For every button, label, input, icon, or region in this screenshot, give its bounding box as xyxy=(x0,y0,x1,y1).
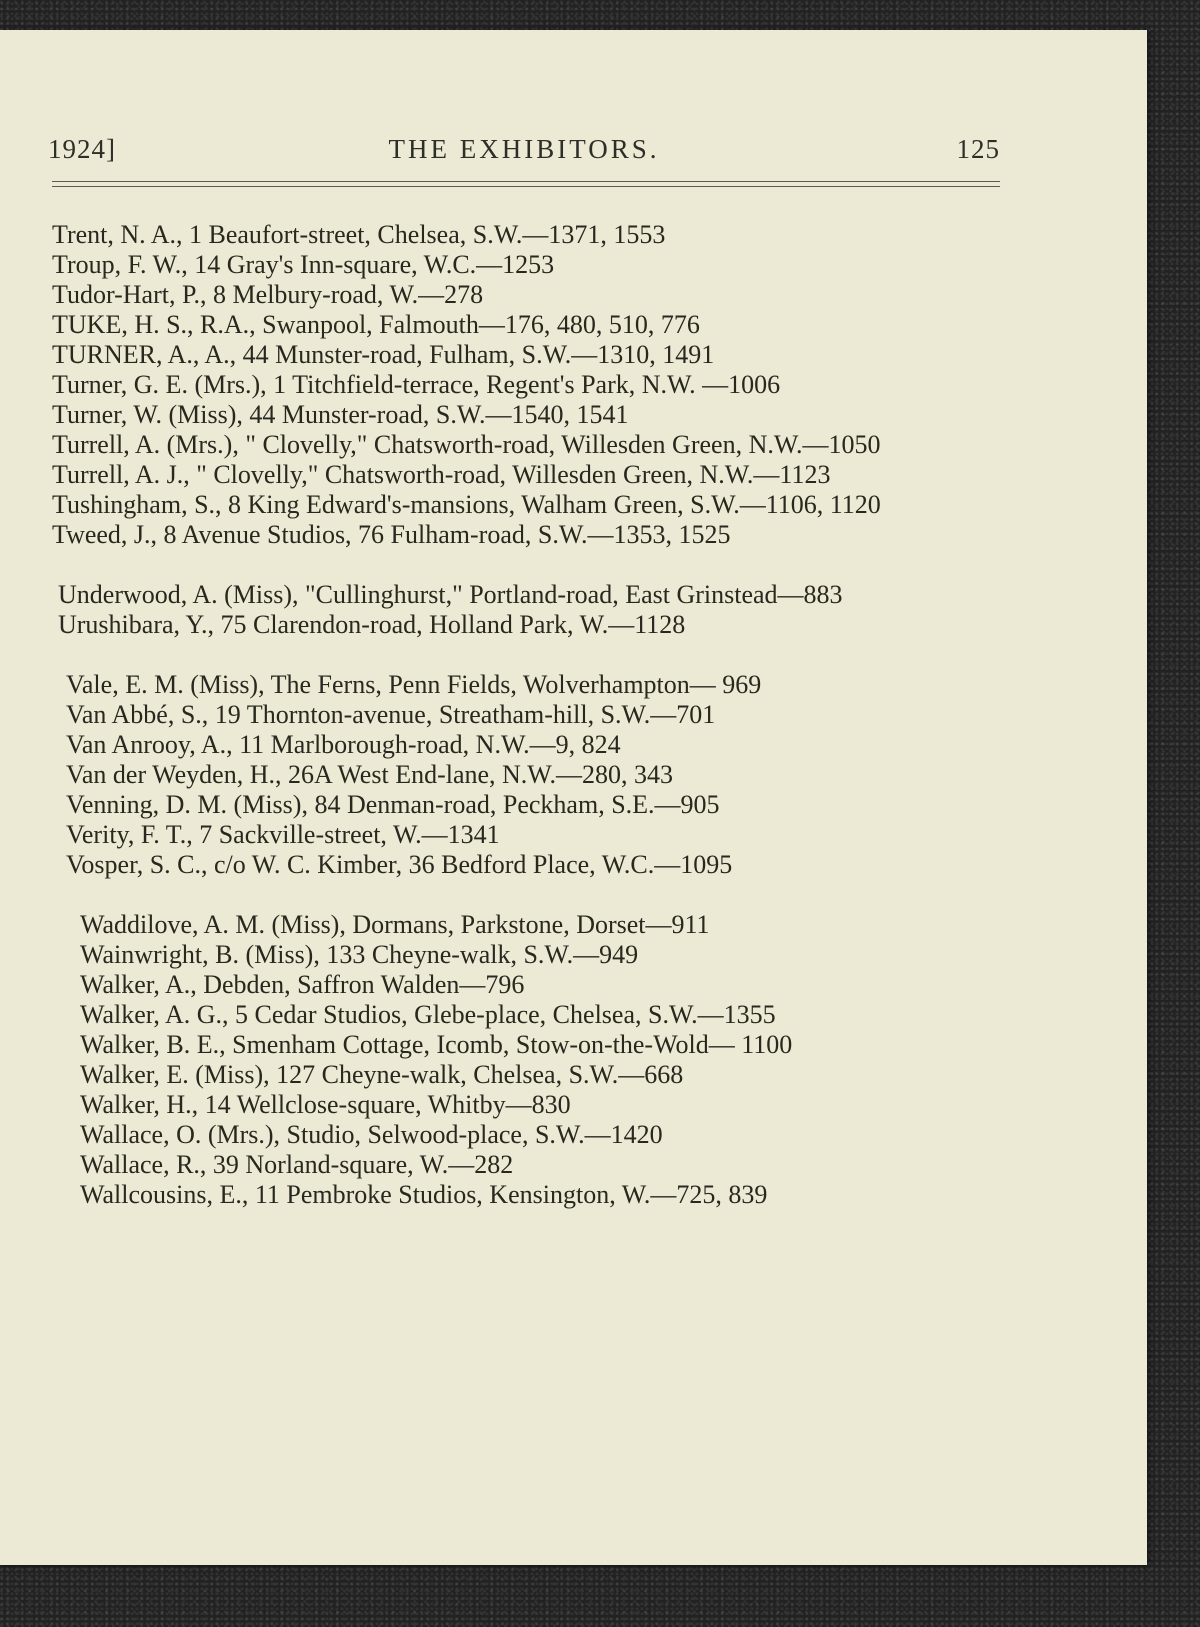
list-item: Walker, A. G., 5 Cedar Studios, Glebe-place, Chelsea, S.W.—1355 xyxy=(80,1000,776,1029)
list-item: Tushingham, S., 8 King Edward's-mansions, Walham Green, S.W.—1106, 1120 xyxy=(52,490,881,519)
list-item: Turner, W. (Miss), 44 Munster-road, S.W.—1540, 1541 xyxy=(52,400,629,429)
section-w xyxy=(52,910,1007,1210)
list-item: Urushibara, Y., 75 Clarendon-road, Holland Park, W.—1128 xyxy=(58,610,686,639)
list-item: Walker, E. (Miss), 127 Cheyne-walk, Chelsea, S.W.—668 xyxy=(80,1060,684,1089)
running-head xyxy=(48,134,1000,174)
list-item: Vale, E. M. (Miss), The Ferns, Penn Fields, Wolverhampton— 969 xyxy=(66,670,762,699)
list-item: Walker, A., Debden, Saffron Walden—796 xyxy=(80,970,525,999)
list-item: Turrell, A. (Mrs.), " Clovelly," Chatsworth-road, Willesden Green, N.W.—1050 xyxy=(52,430,881,459)
list-item: Wainwright, B. (Miss), 133 Cheyne-walk, S.W.—949 xyxy=(80,940,639,969)
list-item: Van Abbé, S., 19 Thornton-avenue, Streatham-hill, S.W.—701 xyxy=(66,700,716,729)
book-page xyxy=(0,30,1147,1565)
list-item: Wallcousins, E., 11 Pembroke Studios, Kensington, W.—725, 839 xyxy=(80,1180,768,1209)
section-u xyxy=(52,580,1007,640)
list-item: Trent, N. A., 1 Beaufort-street, Chelsea, S.W.—1371, 1553 xyxy=(52,220,666,249)
page-title: THE EXHIBITORS. xyxy=(388,134,660,164)
list-item: Van Anrooy, A., 11 Marlborough-road, N.W.—9, 824 xyxy=(66,730,621,759)
header-year: 1924] xyxy=(48,134,116,164)
header-rule-lower xyxy=(52,186,1000,187)
page-number: 125 xyxy=(956,134,1000,164)
list-item: Walker, H., 14 Wellclose-square, Whitby—830 xyxy=(80,1090,571,1119)
list-item: Waddilove, A. M. (Miss), Dormans, Parkstone, Dorset—911 xyxy=(80,910,710,939)
section-t xyxy=(52,220,1007,550)
list-item: Vosper, S. C., c/o W. C. Kimber, 36 Bedford Place, W.C.—1095 xyxy=(66,850,733,879)
list-item: Tudor-Hart, P., 8 Melbury-road, W.—278 xyxy=(52,280,484,309)
list-item: Turrell, A. J., " Clovelly," Chatsworth-road, Willesden Green, N.W.—1123 xyxy=(52,460,831,489)
list-item: Wallace, O. (Mrs.), Studio, Selwood-place, S.W.—1420 xyxy=(80,1120,663,1149)
list-item: TUKE, H. S., R.A., Swanpool, Falmouth—176, 480, 510, 776 xyxy=(52,310,700,339)
header-rule-upper xyxy=(52,181,1000,182)
list-item: Underwood, A. (Miss), "Cullinghurst," Portland-road, East Grinstead—883 xyxy=(58,580,843,609)
section-v xyxy=(52,670,1007,880)
list-item: Tweed, J., 8 Avenue Studios, 76 Fulham-road, S.W.—1353, 1525 xyxy=(52,520,731,549)
exhibitor-list xyxy=(52,220,1007,1240)
list-item: Venning, D. M. (Miss), 84 Denman-road, Peckham, S.E.—905 xyxy=(66,790,720,819)
list-item: Turner, G. E. (Mrs.), 1 Titchfield-terrace, Regent's Park, N.W. —1006 xyxy=(52,370,781,399)
list-item: Verity, F. T., 7 Sackville-street, W.—1341 xyxy=(66,820,500,849)
list-item: Walker, B. E., Smenham Cottage, Icomb, Stow-on-the-Wold— 1100 xyxy=(80,1030,793,1059)
list-item: Van der Weyden, H., 26A West End-lane, N.W.—280, 343 xyxy=(66,760,673,789)
list-item: TURNER, A., A., 44 Munster-road, Fulham, S.W.—1310, 1491 xyxy=(52,340,715,369)
list-item: Troup, F. W., 14 Gray's Inn-square, W.C.—1253 xyxy=(52,250,555,279)
list-item: Wallace, R., 39 Norland-square, W.—282 xyxy=(80,1150,514,1179)
